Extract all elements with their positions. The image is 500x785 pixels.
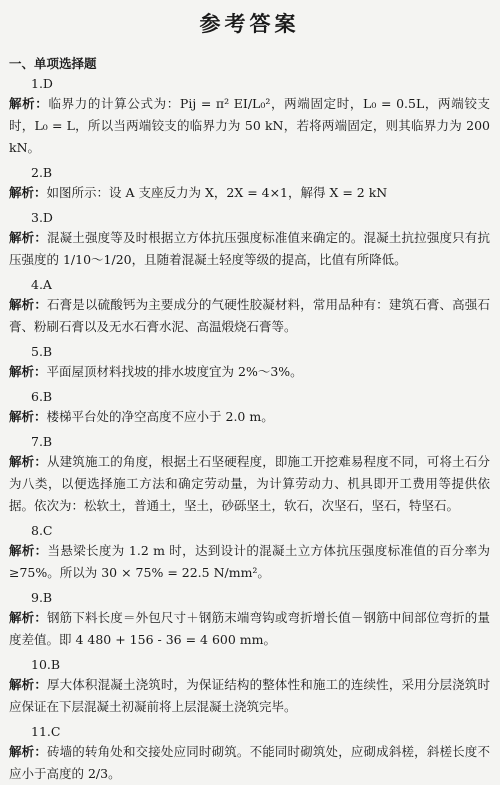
answer-item (9, 163, 490, 204)
explanation-label: 解析： (9, 364, 47, 379)
explanation-label: 解析： (9, 610, 47, 625)
explanation-label: 解析： (9, 543, 48, 558)
explanation-text: 楼梯平台处的净空高度不应小于 2.0 m。 (46, 409, 274, 424)
answer-explanation (9, 540, 490, 584)
explanation-label: 解析： (9, 454, 47, 469)
question-number: 1.D (31, 76, 53, 91)
question-number: 7.B (31, 434, 53, 449)
explanation-label: 解析： (9, 297, 47, 312)
answer-item (9, 74, 490, 159)
question-number: 9.B (31, 590, 53, 605)
question-number: 5.B (31, 344, 53, 359)
question-number: 11.C (31, 724, 61, 739)
answer-explanation (9, 607, 490, 651)
page-title: 参考答案 (199, 12, 300, 36)
explanation-text: 砖墙的转角处和交接处应同时砌筑。不能同时砌筑处，应砌成斜槎，斜槎长度不应小于高度的 2/3。 (9, 744, 490, 781)
explanation-text: 厚大体积混凝土浇筑时，为保证结构的整体性和施工的连续性，采用分层浇筑时应保证在下层混凝土初凝前将上层混凝土浇筑完毕。 (9, 677, 490, 714)
answer-explanation (9, 227, 490, 271)
explanation-text: 从建筑施工的角度，根据土石坚硬程度，即施工开挖难易程度不同，可将土石分为八类，以便选择施工方法和确定劳动量，为计算劳动力、机具即开工费用等提供依据。依次为：松软土，普通土，坚土，砂砾坚土，软石，次坚石，坚石，特坚石。 (9, 454, 490, 513)
answer-explanation (9, 182, 490, 204)
answer-list (9, 74, 490, 785)
answer-explanation (9, 451, 490, 517)
explanation-text: 石膏是以硫酸钙为主要成分的气硬性胶凝材料，常用品种有：建筑石膏、高强石膏、粉刷石膏以及无水石膏水泥、高温煅烧石膏等。 (9, 297, 490, 334)
answer-item (9, 342, 490, 383)
section-heading: 一、单项选择题 (9, 56, 97, 71)
answer-explanation (9, 294, 490, 338)
explanation-text: 如图所示：设 A 支座反力为 X，2X = 4×1，解得 X = 2 kN (46, 185, 388, 200)
answer-explanation (9, 361, 490, 383)
explanation-text: 当悬梁长度为 1.2 m 时，达到设计的混凝土立方体抗压强度标准值的百分率为≥75%。所以为 30 × 75% = 22.5 N/mm²。 (9, 543, 490, 580)
question-number: 4.A (31, 277, 52, 292)
answer-explanation (9, 406, 490, 428)
question-number: 3.D (31, 210, 53, 225)
explanation-label: 解析： (9, 185, 47, 200)
explanation-label: 解析： (9, 96, 49, 111)
question-number: 10.B (31, 657, 61, 672)
answer-item (9, 588, 490, 651)
question-number: 2.B (31, 165, 53, 180)
explanation-label: 解析： (9, 677, 47, 692)
explanation-text: 平面屋顶材料找坡的排水坡度宜为 2%～3%。 (46, 364, 303, 379)
answer-explanation (9, 93, 490, 159)
explanation-text: 临界力的计算公式为：Pij = π² EI/L₀²，两端固定时，L₀ = 0.5L，两端铰支时，L₀ = L，所以当两端铰支的临界力为 50 kN，若将两端固定，则其临界力为 200 kN。 (9, 96, 490, 155)
explanation-label: 解析： (9, 230, 47, 245)
answer-explanation (9, 741, 490, 785)
explanation-label: 解析： (9, 409, 47, 424)
answer-item (9, 521, 490, 584)
answer-item (9, 387, 490, 428)
answer-explanation (9, 674, 490, 718)
explanation-label: 解析： (9, 744, 47, 759)
question-number: 8.C (31, 523, 53, 538)
answer-item (9, 208, 490, 271)
explanation-text: 钢筋下料长度＝外包尺寸＋钢筋末端弯钩或弯折增长值－钢筋中间部位弯折的量度差值。即 4 480 + 156 - 36 = 4 600 mm。 (9, 610, 490, 647)
explanation-text: 混凝土强度等及时根据立方体抗压强度标准值来确定的。混凝土抗拉强度只有抗压强度的 1/10～1/20，且随着混凝土轻度等级的提高，比值有所降低。 (9, 230, 490, 267)
answer-item (9, 722, 490, 785)
question-number: 6.B (31, 389, 53, 404)
answer-item (9, 275, 490, 338)
answer-item (9, 655, 490, 718)
answer-item (9, 432, 490, 517)
